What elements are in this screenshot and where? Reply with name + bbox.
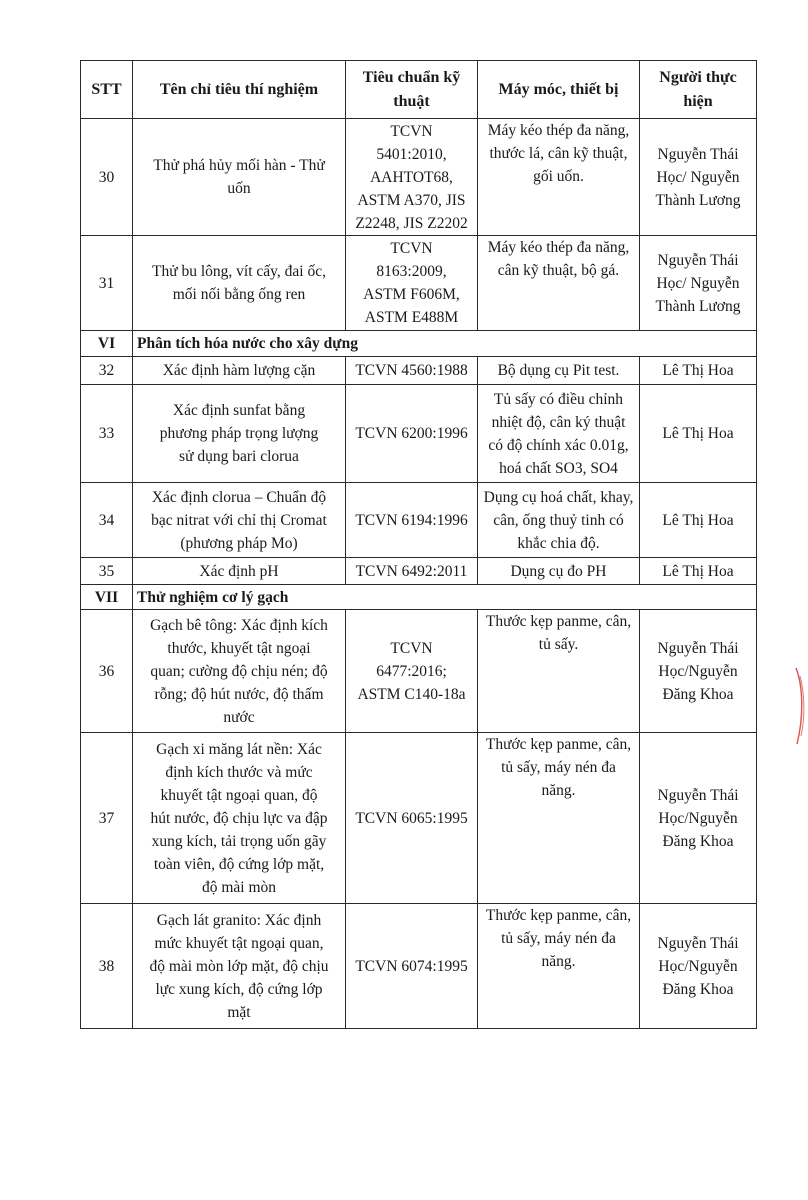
- line: Máy kéo thép đa năng,: [487, 239, 630, 256]
- line: 8163:2009,: [376, 263, 447, 280]
- cell-person: Lê Thị Hoa: [640, 385, 757, 483]
- line: ASTM F606M,: [363, 286, 460, 303]
- line: độ mài mòn lớp mặt, độ chịu: [149, 957, 329, 975]
- line: Thước kẹp panme, cân,: [485, 613, 632, 630]
- cell-standard: TCVN 6200:1996: [346, 385, 478, 483]
- line: TCVN: [390, 122, 433, 140]
- cell-stt: 30: [81, 119, 133, 236]
- line: Thành Lương: [655, 191, 741, 209]
- line: (phương pháp Mo): [180, 534, 298, 552]
- line: Thử phá hủy mối hàn - Thử: [153, 157, 325, 174]
- line: năng.: [541, 782, 576, 799]
- line: thước, khuyết tật ngoại: [167, 639, 311, 657]
- table-row: [81, 385, 757, 483]
- table-row: [81, 904, 757, 1029]
- table-header-row: [81, 61, 757, 119]
- cell-test-name: [133, 610, 346, 733]
- line: Đăng Khoa: [662, 832, 734, 850]
- line: nước: [223, 708, 255, 726]
- header-standard: [346, 61, 478, 119]
- line: ASTM A370, JIS: [357, 191, 466, 209]
- line: Đăng Khoa: [662, 685, 734, 703]
- line: năng.: [541, 953, 576, 970]
- line: hoá chất SO3, SO4: [499, 459, 618, 477]
- cell-equipment: Dụng cụ đo PH: [478, 558, 640, 585]
- line: Nguyễn Thái: [657, 145, 739, 163]
- header-stt: STT: [81, 61, 133, 119]
- lab-tests-table: [80, 60, 757, 1029]
- line: toàn viên, độ cứng lớp mặt,: [153, 855, 325, 873]
- line: Xác định sunfat bằng: [172, 402, 306, 419]
- cell-equipment: [478, 733, 640, 904]
- line: 5401:2010,: [376, 145, 447, 163]
- cell-stt: 35: [81, 558, 133, 585]
- cell-test-name: [133, 483, 346, 558]
- cell-stt: 37: [81, 733, 133, 904]
- cell-equipment: [478, 610, 640, 733]
- line: Dụng cụ hoá chất, khay,: [483, 488, 634, 506]
- cell-test-name: [133, 733, 346, 904]
- cell-stt: 36: [81, 610, 133, 733]
- header-test-name: Tên chỉ tiêu thí nghiệm: [133, 61, 346, 119]
- cell-person: [640, 236, 757, 331]
- cell-stt: 34: [81, 483, 133, 558]
- line: gối uốn.: [533, 168, 584, 185]
- cell-person: [640, 733, 757, 904]
- line: quan; cường độ chịu nén; độ: [150, 662, 328, 680]
- line: Nguyễn Thái: [657, 934, 739, 952]
- cell-equipment: Bộ dụng cụ Pit test.: [478, 357, 640, 385]
- header-person-line2: hiện: [683, 92, 713, 110]
- cell-equipment: [478, 483, 640, 558]
- header-person: [640, 61, 757, 119]
- line: Nguyễn Thái: [657, 786, 739, 804]
- line: Nguyễn Thái: [657, 251, 739, 269]
- cell-stt: 33: [81, 385, 133, 483]
- line: Học/Nguyễn: [658, 957, 738, 975]
- cell-test-name: [133, 119, 346, 236]
- cell-standard: [346, 119, 478, 236]
- header-person-line1: Người thực: [659, 68, 737, 86]
- cell-test-name: [133, 904, 346, 1029]
- cell-person: [640, 119, 757, 236]
- line: xung kích, tải trọng uốn gãy: [151, 832, 327, 850]
- line: ASTM E488M: [364, 309, 459, 326]
- line: bạc nitrat với chỉ thị Cromat: [151, 511, 327, 529]
- line: cân kỹ thuật, bộ gá.: [497, 262, 620, 279]
- cell-equipment: [478, 119, 640, 236]
- section-title: Phân tích hóa nước cho xây dựng: [133, 331, 757, 357]
- header-equipment: Máy móc, thiết bị: [478, 61, 640, 119]
- line: khắc chia độ.: [517, 534, 600, 552]
- line: tủ sấy.: [538, 636, 579, 653]
- line: hút nước, độ chịu lực va đập: [150, 809, 328, 827]
- cell-standard: TCVN 6065:1995: [346, 733, 478, 904]
- line: 6477:2016;: [376, 662, 447, 680]
- cell-test-name: [133, 385, 346, 483]
- line: có độ chính xác 0.01g,: [488, 436, 629, 454]
- cell-stt: 32: [81, 357, 133, 385]
- line: Thước kẹp panme, cân,: [485, 907, 632, 924]
- line: lực xung kích, độ cứng lớp: [155, 980, 323, 998]
- line: Z2248, JIS Z2202: [355, 214, 468, 232]
- cell-standard: TCVN 6194:1996: [346, 483, 478, 558]
- line: TCVN: [390, 240, 433, 257]
- line: ASTM C140-18a: [357, 685, 466, 703]
- line: độ mài mòn: [201, 878, 277, 896]
- table-row: [81, 483, 757, 558]
- cell-person: Lê Thị Hoa: [640, 483, 757, 558]
- line: uốn: [227, 180, 251, 197]
- line: Thử bu lông, vít cấy, đai ốc,: [152, 263, 326, 280]
- line: Đăng Khoa: [662, 980, 734, 998]
- table-row: [81, 558, 757, 585]
- line: định kích thước và mức: [165, 763, 313, 781]
- cell-standard: [346, 236, 478, 331]
- cell-test-name: Xác định hàm lượng cặn: [133, 357, 346, 385]
- cell-test-name: [133, 236, 346, 331]
- header-standard-line2: thuật: [393, 92, 430, 110]
- line: mối nối bằng ống ren: [172, 286, 306, 303]
- line: Gạch bê tông: Xác định kích: [150, 616, 328, 634]
- cell-test-name: Xác định pH: [133, 558, 346, 585]
- line: phương pháp trọng lượng: [159, 425, 319, 442]
- table-row: [81, 733, 757, 904]
- line: nhiệt độ, cân ký thuật: [491, 413, 626, 431]
- line: Gạch lát granito: Xác định: [156, 911, 322, 929]
- line: Học/Nguyễn: [658, 809, 738, 827]
- line: cân, ống thuỷ tinh có: [493, 511, 624, 529]
- line: Tủ sấy có điều chỉnh: [493, 390, 624, 408]
- line: Thước kẹp panme, cân,: [485, 736, 632, 753]
- line: khuyết tật ngoại quan, độ: [160, 786, 318, 804]
- header-standard-line1: Tiêu chuẩn kỹ: [362, 68, 461, 86]
- section-number: VI: [81, 331, 133, 357]
- line: sử dụng bari clorua: [179, 448, 299, 465]
- cell-equipment: [478, 236, 640, 331]
- cell-equipment: [478, 904, 640, 1029]
- cell-standard: TCVN 4560:1988: [346, 357, 478, 385]
- line: Gạch xi măng lát nền: Xác: [156, 740, 322, 758]
- line: Học/Nguyễn: [658, 662, 738, 680]
- line: tủ sấy, máy nén đa: [501, 759, 616, 776]
- cell-standard: TCVN 6074:1995: [346, 904, 478, 1029]
- line: tủ sấy, máy nén đa: [501, 930, 616, 947]
- red-seal-edge-mark: [794, 666, 806, 746]
- cell-stt: 38: [81, 904, 133, 1029]
- line: AAHTOT68,: [370, 168, 453, 186]
- cell-standard: TCVN 6492:2011: [346, 558, 478, 585]
- line: Máy kéo thép đa năng,: [487, 122, 630, 139]
- cell-person: Lê Thị Hoa: [640, 357, 757, 385]
- section-row: [81, 585, 757, 610]
- cell-standard: [346, 610, 478, 733]
- cell-person: [640, 904, 757, 1029]
- line: mức khuyết tật ngoại quan,: [154, 934, 324, 952]
- section-number: VII: [81, 585, 133, 610]
- table-row: [81, 610, 757, 733]
- section-row: [81, 331, 757, 357]
- line: thước lá, cân kỹ thuật,: [489, 145, 628, 162]
- section-title: Thử nghiệm cơ lý gạch: [133, 585, 757, 610]
- line: Nguyễn Thái: [657, 639, 739, 657]
- line: TCVN: [390, 639, 433, 657]
- line: rỗng; độ hút nước, độ thấm: [154, 685, 324, 703]
- line: Xác định clorua – Chuẩn độ: [151, 488, 327, 506]
- line: Thành Lương: [655, 297, 741, 315]
- cell-stt: 31: [81, 236, 133, 331]
- cell-equipment: [478, 385, 640, 483]
- table-row: [81, 236, 757, 331]
- cell-person: Lê Thị Hoa: [640, 558, 757, 585]
- line: Học/ Nguyễn: [656, 274, 740, 292]
- line: mặt: [227, 1003, 251, 1021]
- table-row: [81, 119, 757, 236]
- line: Học/ Nguyễn: [656, 168, 740, 186]
- cell-person: [640, 610, 757, 733]
- table-row: [81, 357, 757, 385]
